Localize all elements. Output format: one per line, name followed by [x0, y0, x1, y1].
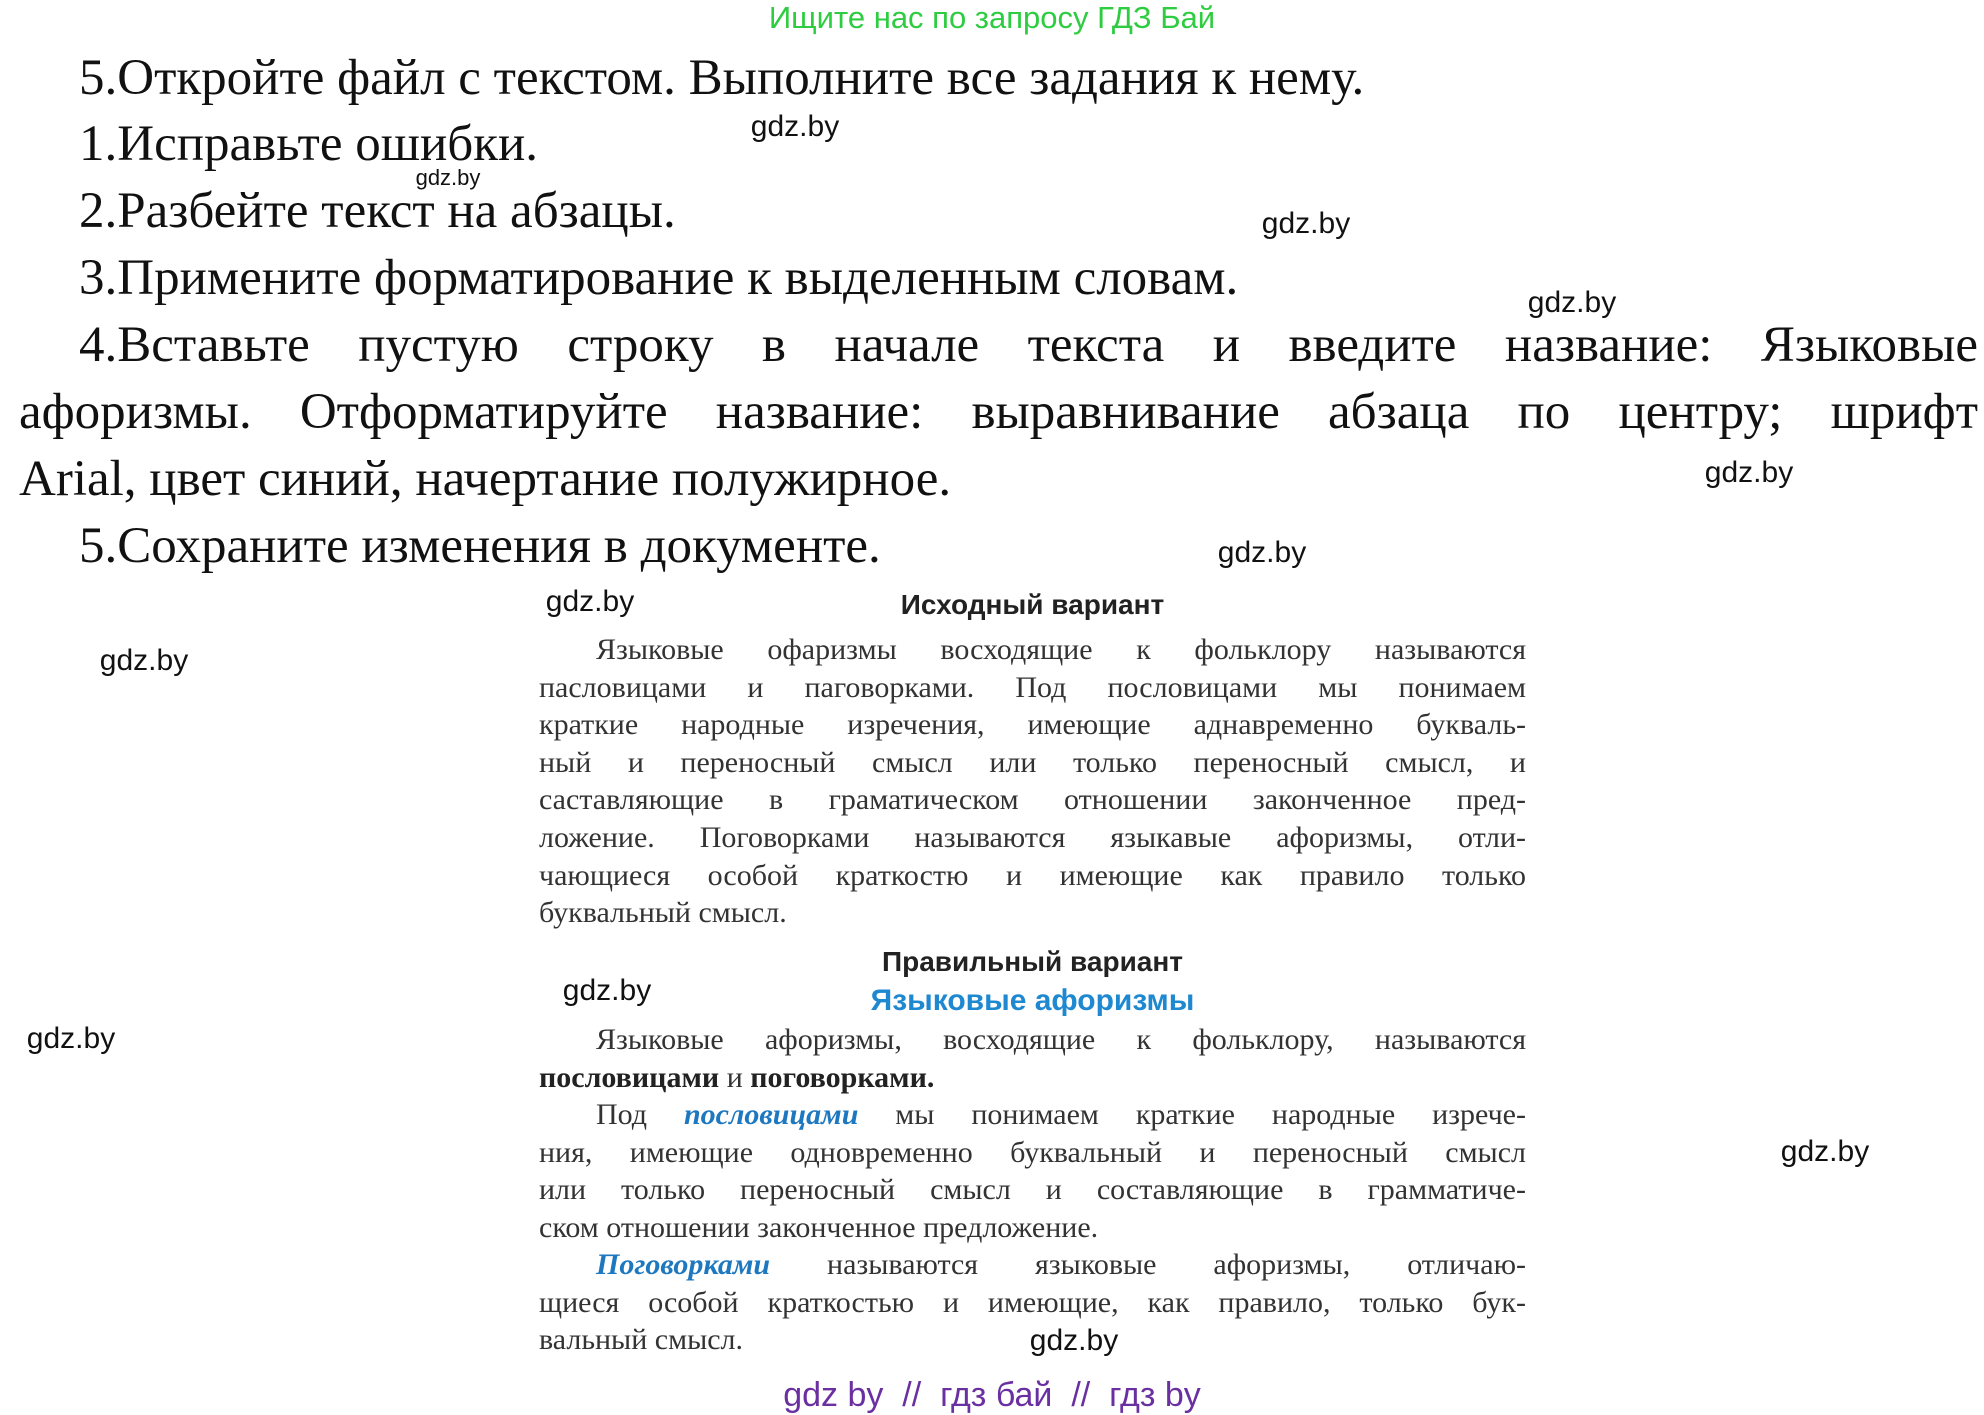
text-segment: ный и переносный смысл или только переносный смысл, и: [539, 745, 1526, 779]
text-segment: ском отношении законченное предложение.: [539, 1210, 1099, 1244]
text-line: [539, 819, 1526, 856]
text-line: [539, 1246, 1526, 1283]
instruction-line: 5.Сохраните изменения в документе.: [79, 518, 881, 574]
footer-watermark: gdz by // гдз бай // гдз by: [783, 1376, 1201, 1414]
correct-heading: Языковые афоризмы: [870, 984, 1195, 1017]
instruction-line: афоризмы. Отформатируйте название: выравнивание абзаца по центру; шрифт: [19, 384, 1978, 440]
watermark: gdz.by: [1261, 207, 1351, 240]
text-segment: Языковые офаризмы восходящие к фольклору называются: [596, 633, 1526, 666]
text-line: [539, 744, 1526, 781]
watermark: gdz.by: [750, 110, 840, 143]
instruction-line: 5.Откройте файл с текстом. Выполните все задания к нему.: [79, 50, 1365, 106]
text-segment: краткие народные изречения, имеющие аднавременно букваль-: [539, 708, 1526, 742]
text-segment: мы понимаем краткие народные изрече-: [858, 1098, 1526, 1131]
watermark: gdz.by: [1527, 286, 1617, 319]
bold-term: пословицами: [539, 1060, 720, 1094]
original-title: Исходный вариант: [900, 589, 1165, 620]
text-line: [539, 669, 1526, 706]
text-line: [539, 1059, 1526, 1096]
watermark: gdz.by: [1780, 1135, 1870, 1168]
watermark: gdz.by: [99, 644, 189, 677]
instruction-line: 4.Вставьте пустую строку в начале текста и введите название: Языковые: [79, 317, 1978, 373]
text-line: [539, 1134, 1526, 1171]
text-line: [539, 631, 1526, 668]
watermark: gdz.by: [1029, 1324, 1119, 1357]
text-line: [539, 857, 1526, 894]
watermark: gdz.by: [562, 974, 652, 1007]
text-segment: ложение. Поговорками называются языкавые афоризмы, отли-: [539, 821, 1526, 854]
highlighted-term: Поговорками: [596, 1248, 771, 1281]
text-segment: щиеся особой краткостью и имеющие, как правило, только бук-: [539, 1285, 1526, 1319]
watermark: gdz.by: [1217, 536, 1307, 569]
correct-title: Правильный вариант: [882, 946, 1183, 977]
watermark: gdz.by: [415, 165, 481, 190]
search-banner: Ищите нас по запросу ГДЗ Бай: [768, 0, 1216, 35]
text-segment: саставляющие в граматическом отношении законченное пред-: [539, 783, 1526, 817]
instruction-line: 3.Примените форматирование к выделенным словам.: [79, 250, 1239, 306]
text-line: [539, 781, 1526, 818]
watermark: gdz.by: [545, 585, 635, 618]
bold-term: поговорками.: [750, 1060, 935, 1094]
text-segment: или только переносный смысл и составляющие в грамматиче-: [539, 1173, 1526, 1206]
watermark: gdz.by: [26, 1022, 116, 1055]
text-line: [539, 894, 1526, 931]
text-line: [539, 1096, 1526, 1133]
text-segment: пасловицами и паговорками. Под пословицами мы понимаем: [539, 670, 1526, 704]
text-segment: ния, имеющие одновременно буквальный и переносный смысл: [539, 1135, 1526, 1169]
text-segment: называются языковые афоризмы, отличаю-: [770, 1248, 1526, 1281]
text-line: [539, 706, 1526, 743]
text-segment: Языковые афоризмы, восходящие к фольклору, называются: [596, 1023, 1526, 1056]
text-segment: вальный смысл.: [539, 1323, 744, 1356]
text-segment: Под: [596, 1098, 684, 1131]
text-line: [539, 1021, 1526, 1058]
instruction-line: 1.Исправьте ошибки.: [79, 116, 539, 172]
watermark: gdz.by: [1704, 456, 1794, 489]
text-segment: и: [719, 1060, 751, 1094]
text-segment: чающиеся особой краткостю и имеющие как правило только: [539, 858, 1526, 892]
highlighted-term: пословицами: [683, 1098, 859, 1131]
text-line: [539, 1171, 1526, 1208]
text-line: [539, 1284, 1526, 1321]
instruction-line: Arial, цвет синий, начертание полужирное.: [19, 451, 952, 507]
instruction-line: 2.Разбейте текст на абзацы.: [79, 183, 676, 239]
text-line: [539, 1209, 1526, 1246]
text-segment: буквальный смысл.: [539, 896, 787, 930]
